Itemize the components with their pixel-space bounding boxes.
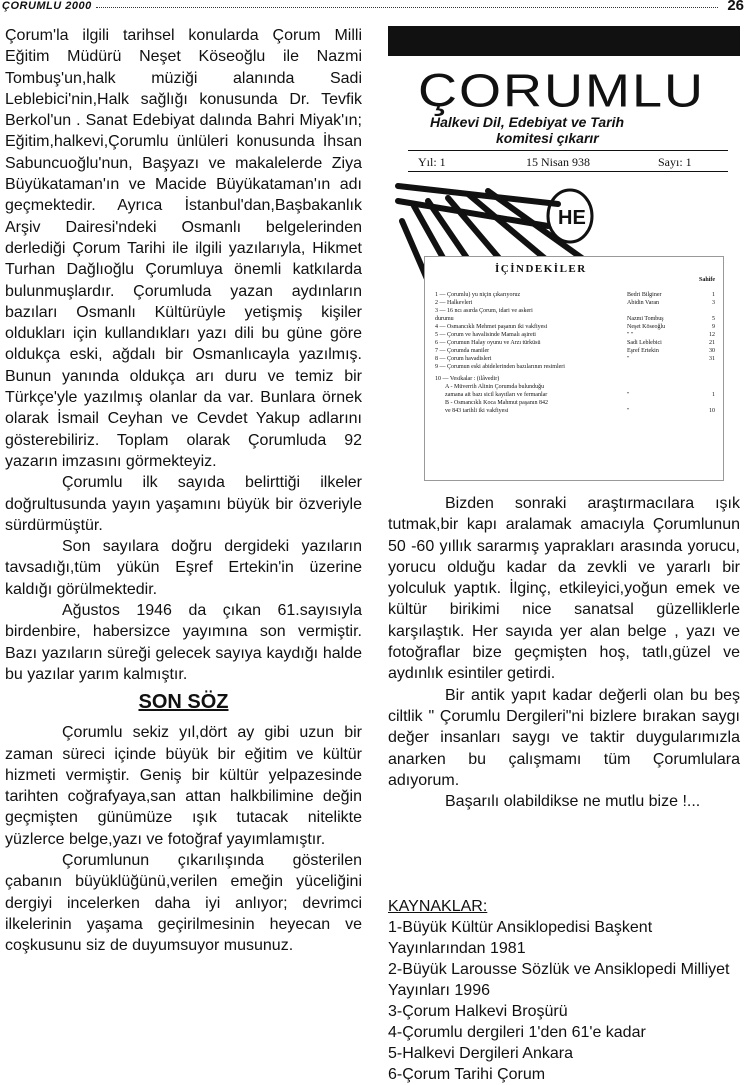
toc-row: B - Osmancıklı Koca Mahmut paşanın 842 <box>445 400 548 406</box>
toc-row: ve 843 tarihli iki vakfiyesi " 10 <box>445 408 715 414</box>
logo-letters: HE <box>558 207 586 229</box>
body-paragraph: Bir antik yapıt kadar değerli olan bu beş ciltlik " Çorumlu Dergileri"ni bizlere bırakan saygı değer insanları saygı ve taktir duygularımızla anarken bu çalışmamı tüm Çorumlulara adıyorum. <box>388 686 740 789</box>
body-paragraph: Son sayılara doğru dergideki yazıların tavsadığı,tüm yükün Eşref Ertekin'in üzerine kaldığı görülmektedir. <box>5 538 362 598</box>
reference-item: 6-Çorum Tarihi Çorum <box>388 1066 546 1083</box>
cover-subtitle: Halkevi Dil, Edebiyat ve Tarih <box>430 114 625 130</box>
reference-item: 5-Halkevi Dergileri Ankara <box>388 1045 573 1062</box>
cover-masthead: ÇORUMLU <box>418 65 706 117</box>
toc-row: 8 — Çorum havadisleri " 31 <box>435 356 715 362</box>
page-number: 26 <box>727 0 744 14</box>
body-paragraph: Çorumlunun çıkarılışında gösterilen çabanın büyüklüğünü,verilen emeğin yüceliğini dergiyi incelerken daha iyi anlıyor; devrimci ilkelerinin yaşama geçirilmesinin heyecan ve coşkusunu siz de duyumsuyor musunuz. <box>5 851 362 955</box>
toc-row: 9 — Çorumun eski abidelerinden bazılarının resimleri <box>435 364 565 370</box>
toc-page-column-header: Sahife <box>698 277 715 283</box>
toc-row: 10 — Vesikalar : (ilâvedir) <box>435 376 500 382</box>
running-header-title: ÇORUMLU 2000 <box>2 0 92 12</box>
halkevi-logo <box>548 190 592 242</box>
body-paragraph: Başarılı olabildikse ne mutlu bize !... <box>445 793 701 811</box>
toc-row: durumu Nazmi Tombuş 5 <box>435 316 715 322</box>
toc-row: zamana ait bazı sicil kayıtları ve fermanlar " 1 <box>445 392 715 398</box>
body-paragraph: Ağustos 1946 da çıkan 61.sayısıyla birdenbire, habersizce yayımına son vermiştir. Bazı yazıların süreği gelecek sayıya kaydığı halde bu yazılar yarım kalmıştır. <box>5 602 362 683</box>
section-heading: SON SÖZ <box>138 691 229 714</box>
references-section <box>388 897 740 1085</box>
left-column <box>5 25 362 956</box>
toc-row: 6 — Çorumun Halay oyunu ve Arzı türküsü Sadi Leblebici 21 <box>435 340 715 346</box>
reference-item: 1-Büyük Kültür Ansiklopedisi Başkent Yayınlarından 1981 <box>388 919 653 957</box>
reference-item: 4-Çorumlu dergileri 1'den 61'e kadar <box>388 1024 646 1041</box>
right-column <box>388 493 740 812</box>
references-heading: KAYNAKLAR: <box>388 898 488 915</box>
toc-row: 3 — 16 ncı asırda Çorum, idari ve askeri <box>435 308 533 314</box>
toc-row: 7 — Çorumda maniler Eşref Ertekin 30 <box>435 348 715 354</box>
cover-issue-number: Sayı: 1 <box>658 155 692 169</box>
references-list <box>388 917 740 1085</box>
toc-row: 1 — Çorumlu) yu niçin çıkarıyoruz Bedri Bilginer 1 <box>435 292 715 298</box>
cover-year: Yıl: 1 <box>418 155 446 169</box>
reference-item: 3-Çorum Halkevi Broşürü <box>388 1003 568 1020</box>
toc-row: 5 — Çorum ve havalisinde Mamalı aşireti " " 12 <box>435 332 715 338</box>
toc-row: 2 — Halkevleri Abidin Varan 3 <box>435 300 715 306</box>
header-dotted-leader <box>96 7 718 8</box>
reference-item: 2-Büyük Larousse Sözlük ve Ansiklopedi Milliyet Yayınları 1996 <box>388 961 730 999</box>
cover-date: 15 Nisan 938 <box>526 155 590 169</box>
cover-subtitle: komitesi çıkarır <box>496 130 599 146</box>
body-paragraph: Çorumlu ilk sayıda belirttiği ilkeler doğrultusunda yayın yaşamını büyük bir özveriyle sürdürmüştür. <box>5 474 362 534</box>
body-paragraph: Bizden sonraki araştırmacılara ışık tutmak,bir kapı aralamak amacıyla Çorumlunun 50 -60 yıllık sararmış yaprakları arasında yorucu, yorucu olduğu kadar da zevkli ve yararlı bir yolculuk yaptık. İlginç, etkileyici,yoğun emek ve kültür birikimi nice sanatsal güzelliklerle karşılaştık. Her sayıda yer alan belge , yazı ve fotoğraflar bize geçmişten hoş, tatlı,güzel ve aydınlık esintiler getirdi. <box>388 495 740 683</box>
body-paragraph: Çorumlu sekiz yıl,dört ay gibi uzun bir zaman süreci içinde büyük bir eğitim ve kültür hizmeti vermiştir. Geniş bir kültür yelpazesinde tarihten coğrafyaya,san attan halkbilimine değin geçmişten günümüze ışık tutacak nitelikte yüzlerce belge,yazı ve fotoğraf yayımlamıştır. <box>5 724 362 848</box>
toc-row: A - Müverrih Alinin Çorumda bulunduğu <box>445 384 545 390</box>
table-of-contents <box>424 256 724 481</box>
toc-title: İÇİNDEKİLER <box>495 263 587 275</box>
toc-row: 4 — Osmancıklı Mehmet paşanın iki vakfiyesi Neşet Köseoğlu 9 <box>435 324 715 330</box>
magazine-cover-figure <box>388 26 740 506</box>
body-paragraph: Çorum'la ilgili tarihsel konularda Çorum Milli Eğitim Müdürü Neşet Köseoğlu ile Nazmi Tombuş'un,halk müziği alanında Sadi Leblebici'nin,Halk sağlığı konusunda Dr. Tevfik Berkol'un . Sanat Edebiyat dalında Bahri Miyak'ın; Eğitim,halkevi,Çorumlu ünlüleri konusunda İhsan Sabuncuoğlu'nun, Başyazı ve makalelerde Ziya Büyükataman'ın ve Macide Büyükataman'ın adı geçmektedir. Ayrıca İstanbul'dan,Başbakanlık Arşiv Dairesi'ndeki Osmanlı belgelerinden derlediği Çorum Tarihi ile ilgili yazılarıyla, Hikmet Turhan Dağlıoğlu Çorumluya önemli katkılarda bulunmuşlardır. Çorumluda yazan aydınların bazıları Osmanlı Kültürüyle yetişmiş kişiler oldukları için kullandıkları yazı dili bu güne göre oldukça eski, ağdalı bir Osmanlıcayla yazılmış. Bunun yanında oldukça arı duru ve temiz bir Türkçe'yle yazılmış olanlar da var. Bunlara örnek olarak İsmail Ceyhan ve Cevdet Yakup adlarını gösterebiliriz. Toplam olarak Çorumluda 92 yazarın imzasını görmekteyiz. <box>5 27 362 470</box>
